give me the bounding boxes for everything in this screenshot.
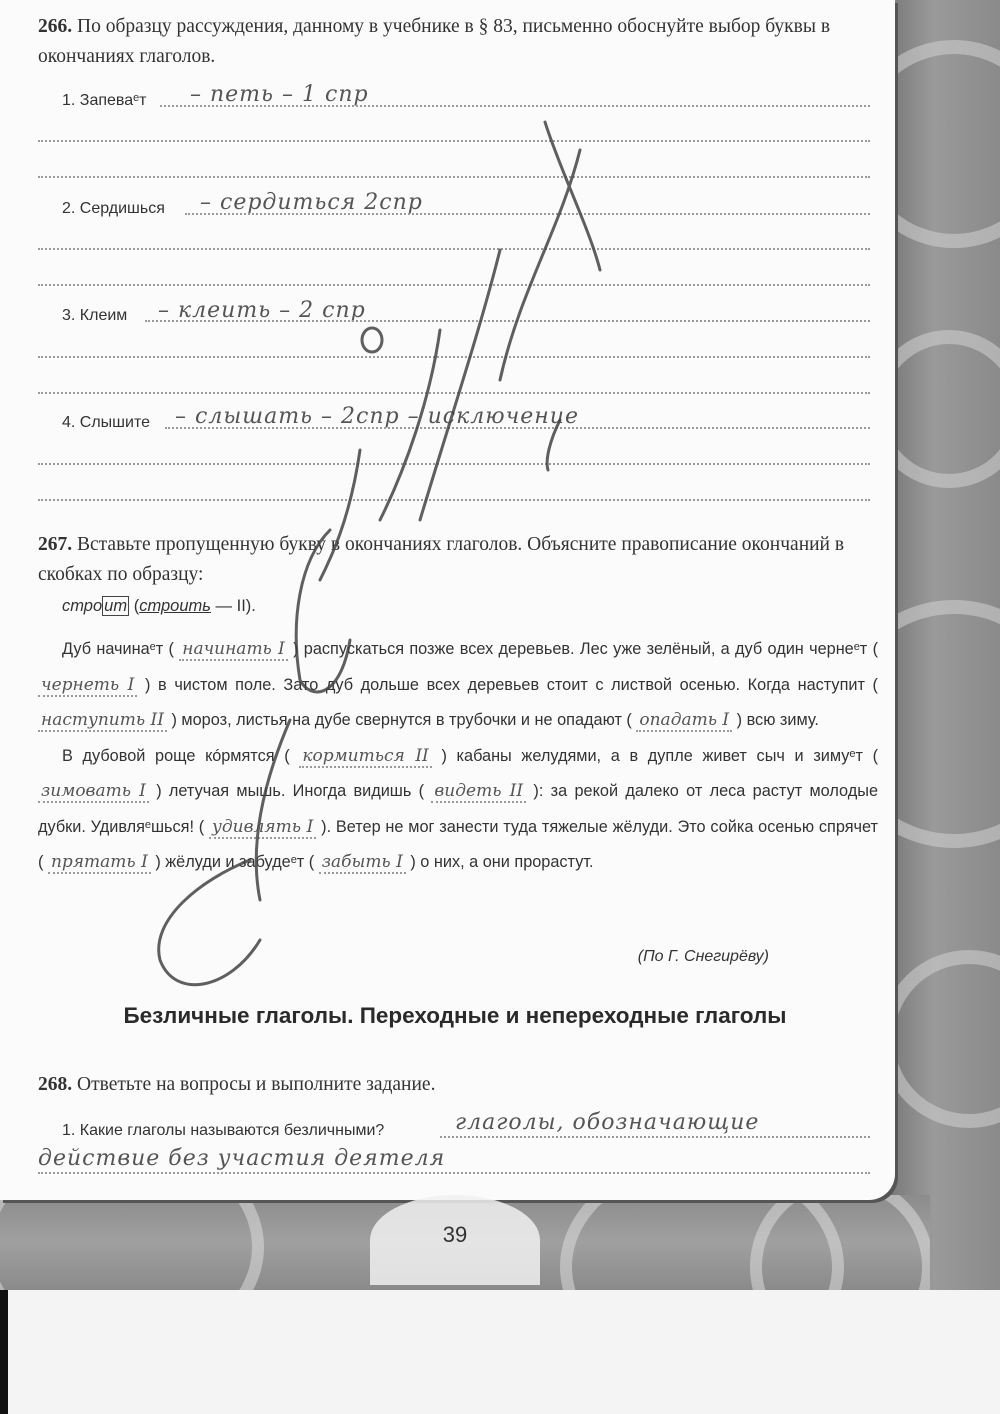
page-number: 39 <box>442 1222 468 1247</box>
sample-paren: ( <box>133 597 140 615</box>
fill-answer: чернеть I <box>38 675 137 697</box>
fill-answer: видеть II <box>431 781 526 803</box>
question-1: 1. Какие глаголы называются безличными? <box>62 1122 385 1139</box>
item-2-label: 2. Сердишься <box>62 200 165 217</box>
fill-answer: наступить II <box>38 710 167 732</box>
exercise-number: 266. <box>38 16 73 37</box>
exercise-task-text: Ответьте на вопросы и выполните задание. <box>77 1074 436 1095</box>
item-1-answer: – петь – 1 спр <box>190 82 369 107</box>
item-4-label: 4. Слышите <box>62 414 150 431</box>
fill-answer: кормиться II <box>299 746 431 768</box>
text-fragment: Дуб начинаᵉт ( <box>62 640 174 658</box>
sample-conjugation: — II). <box>215 597 256 615</box>
item-3-label: 3. Клеим <box>62 307 128 324</box>
text-fragment: В дубовой роще кóрмятся ( <box>62 746 290 765</box>
sample-stem: стро <box>62 597 103 615</box>
answer-1-line-2: действие без участия деятеля <box>38 1146 446 1171</box>
text-source: (По Г. Снегирёву) <box>637 948 769 965</box>
text-fragment: ) в чистом поле. Зато дуб дольше всех деревьев стоит с листвой осенью. Когда наступит ( <box>145 675 878 694</box>
fill-answer: удивлять I <box>209 817 316 839</box>
section-title: Безличные глаголы. Переходные и непереходные глаголы <box>123 1003 787 1028</box>
fill-answer: начинать I <box>179 639 287 661</box>
text-fragment: ) летучая мышь. Иногда видишь ( <box>156 782 425 800</box>
fill-answer: забыть I <box>319 852 406 874</box>
text-fragment: ). Ветер не мог занести туда тяжелые жёлуди. Это сойка осенью спрячет ( <box>38 817 878 871</box>
text-fragment: ): за рекой далеко от леса растут молодые дубки. Удивляᵉшься! ( <box>38 782 878 836</box>
fill-answer: опадать I <box>636 710 732 732</box>
fill-answer: прятать I <box>48 852 151 874</box>
item-4-answer: – слышать – 2спр – исключение <box>175 404 579 429</box>
exercise-task-text: По образцу рассуждения, данному в учебнике в § 83, письменно обоснуйте выбор буквы в окончаниях глаголов. <box>38 16 831 67</box>
exercise-number: 268. <box>38 1074 73 1095</box>
item-1-label: 1. Запеваᵉт <box>62 92 147 109</box>
answer-1-line-1: глаголы, обозначающие <box>455 1110 760 1135</box>
sample-infinitive: строить <box>139 597 211 615</box>
exercise-task-text: Вставьте пропущенную букву в окончаниях глаголов. Объясните правописание окончаний в скобках по образцу: <box>38 534 845 585</box>
text-fragment: ) мороз, листья на дубе свернутся в трубочки и не опадают ( <box>171 711 632 729</box>
item-3-answer: – клеить – 2 спр <box>158 298 366 323</box>
exercise-number: 267. <box>38 534 73 555</box>
fill-answer: зимовать I <box>38 781 149 803</box>
text-fragment: ) жёлуди и забудеᵉт ( <box>155 853 315 871</box>
sample-ending: ит <box>104 597 128 615</box>
item-2-answer: – сердиться 2спр <box>200 190 423 215</box>
text-fragment: ) распускаться позже всех деревьев. Лес уже зелёный, а дуб один чернеᵉт ( <box>293 640 878 658</box>
text-fragment: ) кабаны желудями, а в дупле живет сыч и зимуᵉт ( <box>441 746 878 765</box>
text-fragment: ) всю зиму. <box>736 711 819 729</box>
text-fragment: ) о них, а они прорастут. <box>410 853 594 871</box>
